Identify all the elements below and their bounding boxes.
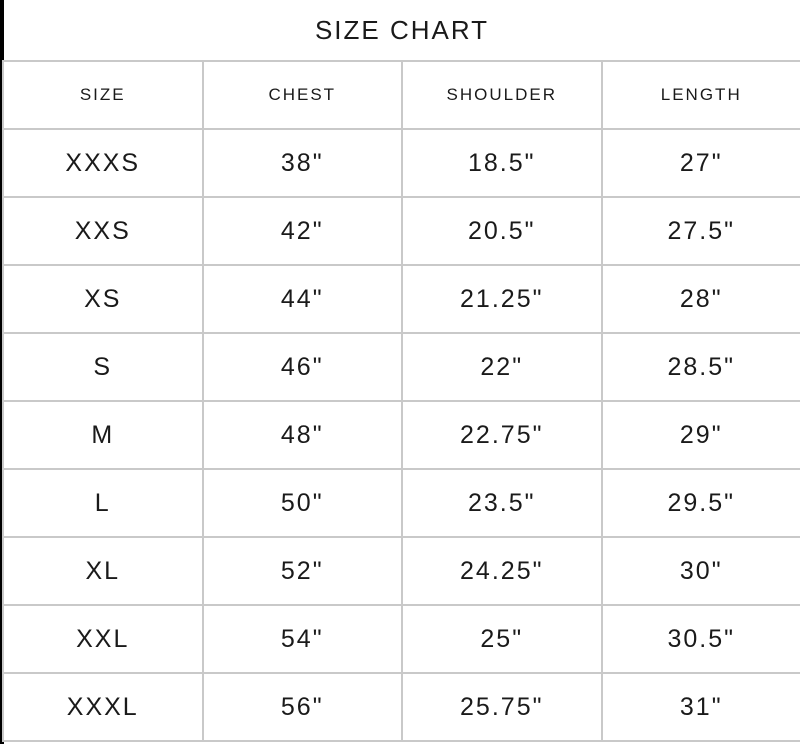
- chest-cell: 56": [203, 673, 403, 741]
- shoulder-cell: 21.25": [402, 265, 602, 333]
- table-row: [3, 129, 800, 197]
- chest-cell: 50": [203, 469, 403, 537]
- table-row: [3, 197, 800, 265]
- size-cell: S: [3, 333, 203, 401]
- chest-cell: 46": [203, 333, 403, 401]
- length-cell: 30.5": [602, 605, 800, 673]
- chest-cell: 44": [203, 265, 403, 333]
- length-cell: 27.5": [602, 197, 800, 265]
- shoulder-cell: 22.75": [402, 401, 602, 469]
- shoulder-cell: 25": [402, 605, 602, 673]
- size-cell: XXL: [3, 605, 203, 673]
- table-row: [3, 469, 800, 537]
- length-cell: 31": [602, 673, 800, 741]
- table-row: [3, 333, 800, 401]
- header-row: [3, 61, 800, 129]
- size-cell: XXXS: [3, 129, 203, 197]
- header-size: SIZE: [3, 61, 203, 129]
- header-shoulder: SHOULDER: [402, 61, 602, 129]
- shoulder-cell: 23.5": [402, 469, 602, 537]
- length-cell: 28": [602, 265, 800, 333]
- length-cell: 30": [602, 537, 800, 605]
- table-row: [3, 265, 800, 333]
- size-cell: XL: [3, 537, 203, 605]
- length-cell: 27": [602, 129, 800, 197]
- size-chart-table: [2, 60, 800, 742]
- size-chart-title: SIZE CHART: [314, 14, 490, 45]
- size-cell: XXS: [3, 197, 203, 265]
- length-cell: 28.5": [602, 333, 800, 401]
- chest-cell: 54": [203, 605, 403, 673]
- chest-cell: 48": [203, 401, 403, 469]
- shoulder-cell: 18.5": [402, 129, 602, 197]
- length-cell: 29.5": [602, 469, 800, 537]
- table-row: [3, 537, 800, 605]
- table-row: [3, 401, 800, 469]
- size-cell: M: [3, 401, 203, 469]
- shoulder-cell: 22": [402, 333, 602, 401]
- size-cell: L: [3, 469, 203, 537]
- chest-cell: 38": [203, 129, 403, 197]
- header-length: LENGTH: [602, 61, 800, 129]
- shoulder-cell: 20.5": [402, 197, 602, 265]
- table-row: [3, 673, 800, 741]
- size-cell: XXXL: [3, 673, 203, 741]
- header-chest: CHEST: [203, 61, 403, 129]
- shoulder-cell: 25.75": [402, 673, 602, 741]
- size-cell: XS: [3, 265, 203, 333]
- length-cell: 29": [602, 401, 800, 469]
- chest-cell: 42": [203, 197, 403, 265]
- chest-cell: 52": [203, 537, 403, 605]
- shoulder-cell: 24.25": [402, 537, 602, 605]
- table-row: [3, 605, 800, 673]
